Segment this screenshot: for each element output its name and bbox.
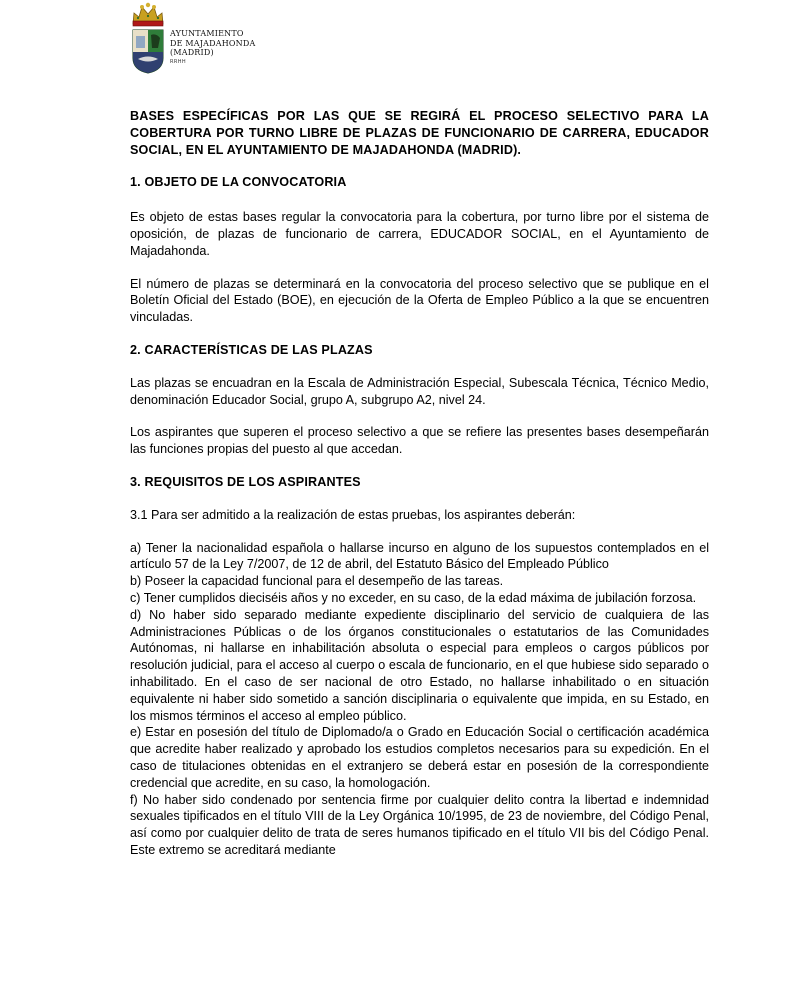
section-1-paragraph-2: El número de plazas se determinará en la convocatoria del proceso selectivo que se publique en el Boletín Oficial del Estado (BOE), en ejecución de la Oferta de Empleo Público a la que se encuentren vinculadas. — [130, 276, 709, 325]
letterhead — [129, 2, 329, 74]
requirement-c: c) Tener cumplidos dieciséis años y no exceder, en su caso, de la edad máxima de jubilación forzosa. — [130, 590, 697, 605]
section-2-paragraph-1: Las plazas se encuadran en la Escala de Administración Especial, Subescala Técnica, Técnico Medio, denominación Educador Social, grupo A, subgrupo A2, nivel 24. — [130, 375, 709, 407]
org-department: RRHH — [170, 58, 187, 65]
document-title: BASES ESPECÍFICAS POR LAS QUE SE REGIRÁ EL PROCESO SELECTIVO PARA LA COBERTURA POR TURNO LIBRE DE PLAZAS DE FUNCIONARIO DE CARRERA, EDUCADOR SOCIAL, EN EL AYUNTAMIENTO DE MAJADAHONDA (MADRID). — [130, 109, 709, 157]
section-3-heading: 3. REQUISITOS DE LOS ASPIRANTES — [130, 474, 361, 489]
section-1-heading: 1. OBJETO DE LA CONVOCATORIA — [130, 175, 347, 190]
requirement-e: e) Estar en posesión del título de Diplomado/a o Grado en Educación Social o certificación académica que acredite haber realizado y aprobado los estudios completos necesarios para su expedición. En el caso de titulaciones obtenidas en el extranjero se deberá estar en posesión de la correspondiente credencial que acredite, en su caso, la homologación. — [130, 725, 709, 790]
organization-name — [170, 29, 255, 66]
requirement-a: a) Tener la nacionalidad española o hallarse incurso en alguno de los supuestos contemplados en el artículo 57 de la Ley 7/2007, de 12 de abril, del Estatuto Básico del Empleado Público — [130, 540, 709, 572]
section-2-paragraph-2: Los aspirantes que superen el proceso selectivo a que se refiere las presentes bases desempeñarán las funciones propias del puesto al que accedan. — [130, 425, 709, 457]
org-line-2: DE MAJADAHONDA — [170, 38, 256, 48]
requirement-f: f) No haber sido condenado por sentencia firme por cualquier delito contra la libertad e indemnidad sexuales tipificados en el título VIII de la Ley Orgánica 10/1995, de 23 de noviembre, del Código Penal, así como por cualquier delito de trata de seres humanos tipificado en el título VII bis del Código Penal. Este extremo se acreditará mediante — [130, 792, 709, 857]
section-3-intro: 3.1 Para ser admitido a la realización de estas pruebas, los aspirantes deberán: — [130, 507, 576, 522]
requirement-d: d) No haber sido separado mediante expediente disciplinario del servicio de cualquiera de las Administraciones Públicas o de los órganos constitucionales o estatutarios de las Comunidades Autónomas, ni hallarse en inhabilitación absoluta o especial para empleos o cargos públicos por resolución judicial, para el acceso al cuerpo o escala de funcionario, en el que hubiese sido separado o inhabilitado. En el caso de ser nacional de otro Estado, no hallarse inhabilitado o en situación equivalente ni haber sido sometido a sanción disciplinaria o equivalente que impida, en su Estado, en los mismos términos el acceso al empleo público. — [130, 607, 709, 723]
municipal-coat-of-arms-icon — [129, 2, 167, 74]
section-1-paragraph-1: Es objeto de estas bases regular la convocatoria para la cobertura, por turno libre por el sistema de oposición, de plazas de funcionario de carrera, EDUCADOR SOCIAL, en el Ayuntamiento de Majadahonda. — [130, 210, 709, 258]
section-2-heading: 2. CARACTERÍSTICAS DE LAS PLAZAS — [130, 342, 373, 357]
requirement-b: b) Poseer la capacidad funcional para el desempeño de las tareas. — [130, 574, 504, 589]
document-body — [130, 108, 709, 859]
org-line-1: AYUNTAMIENTO — [170, 29, 244, 38]
org-line-3: (MADRID) — [170, 48, 214, 57]
